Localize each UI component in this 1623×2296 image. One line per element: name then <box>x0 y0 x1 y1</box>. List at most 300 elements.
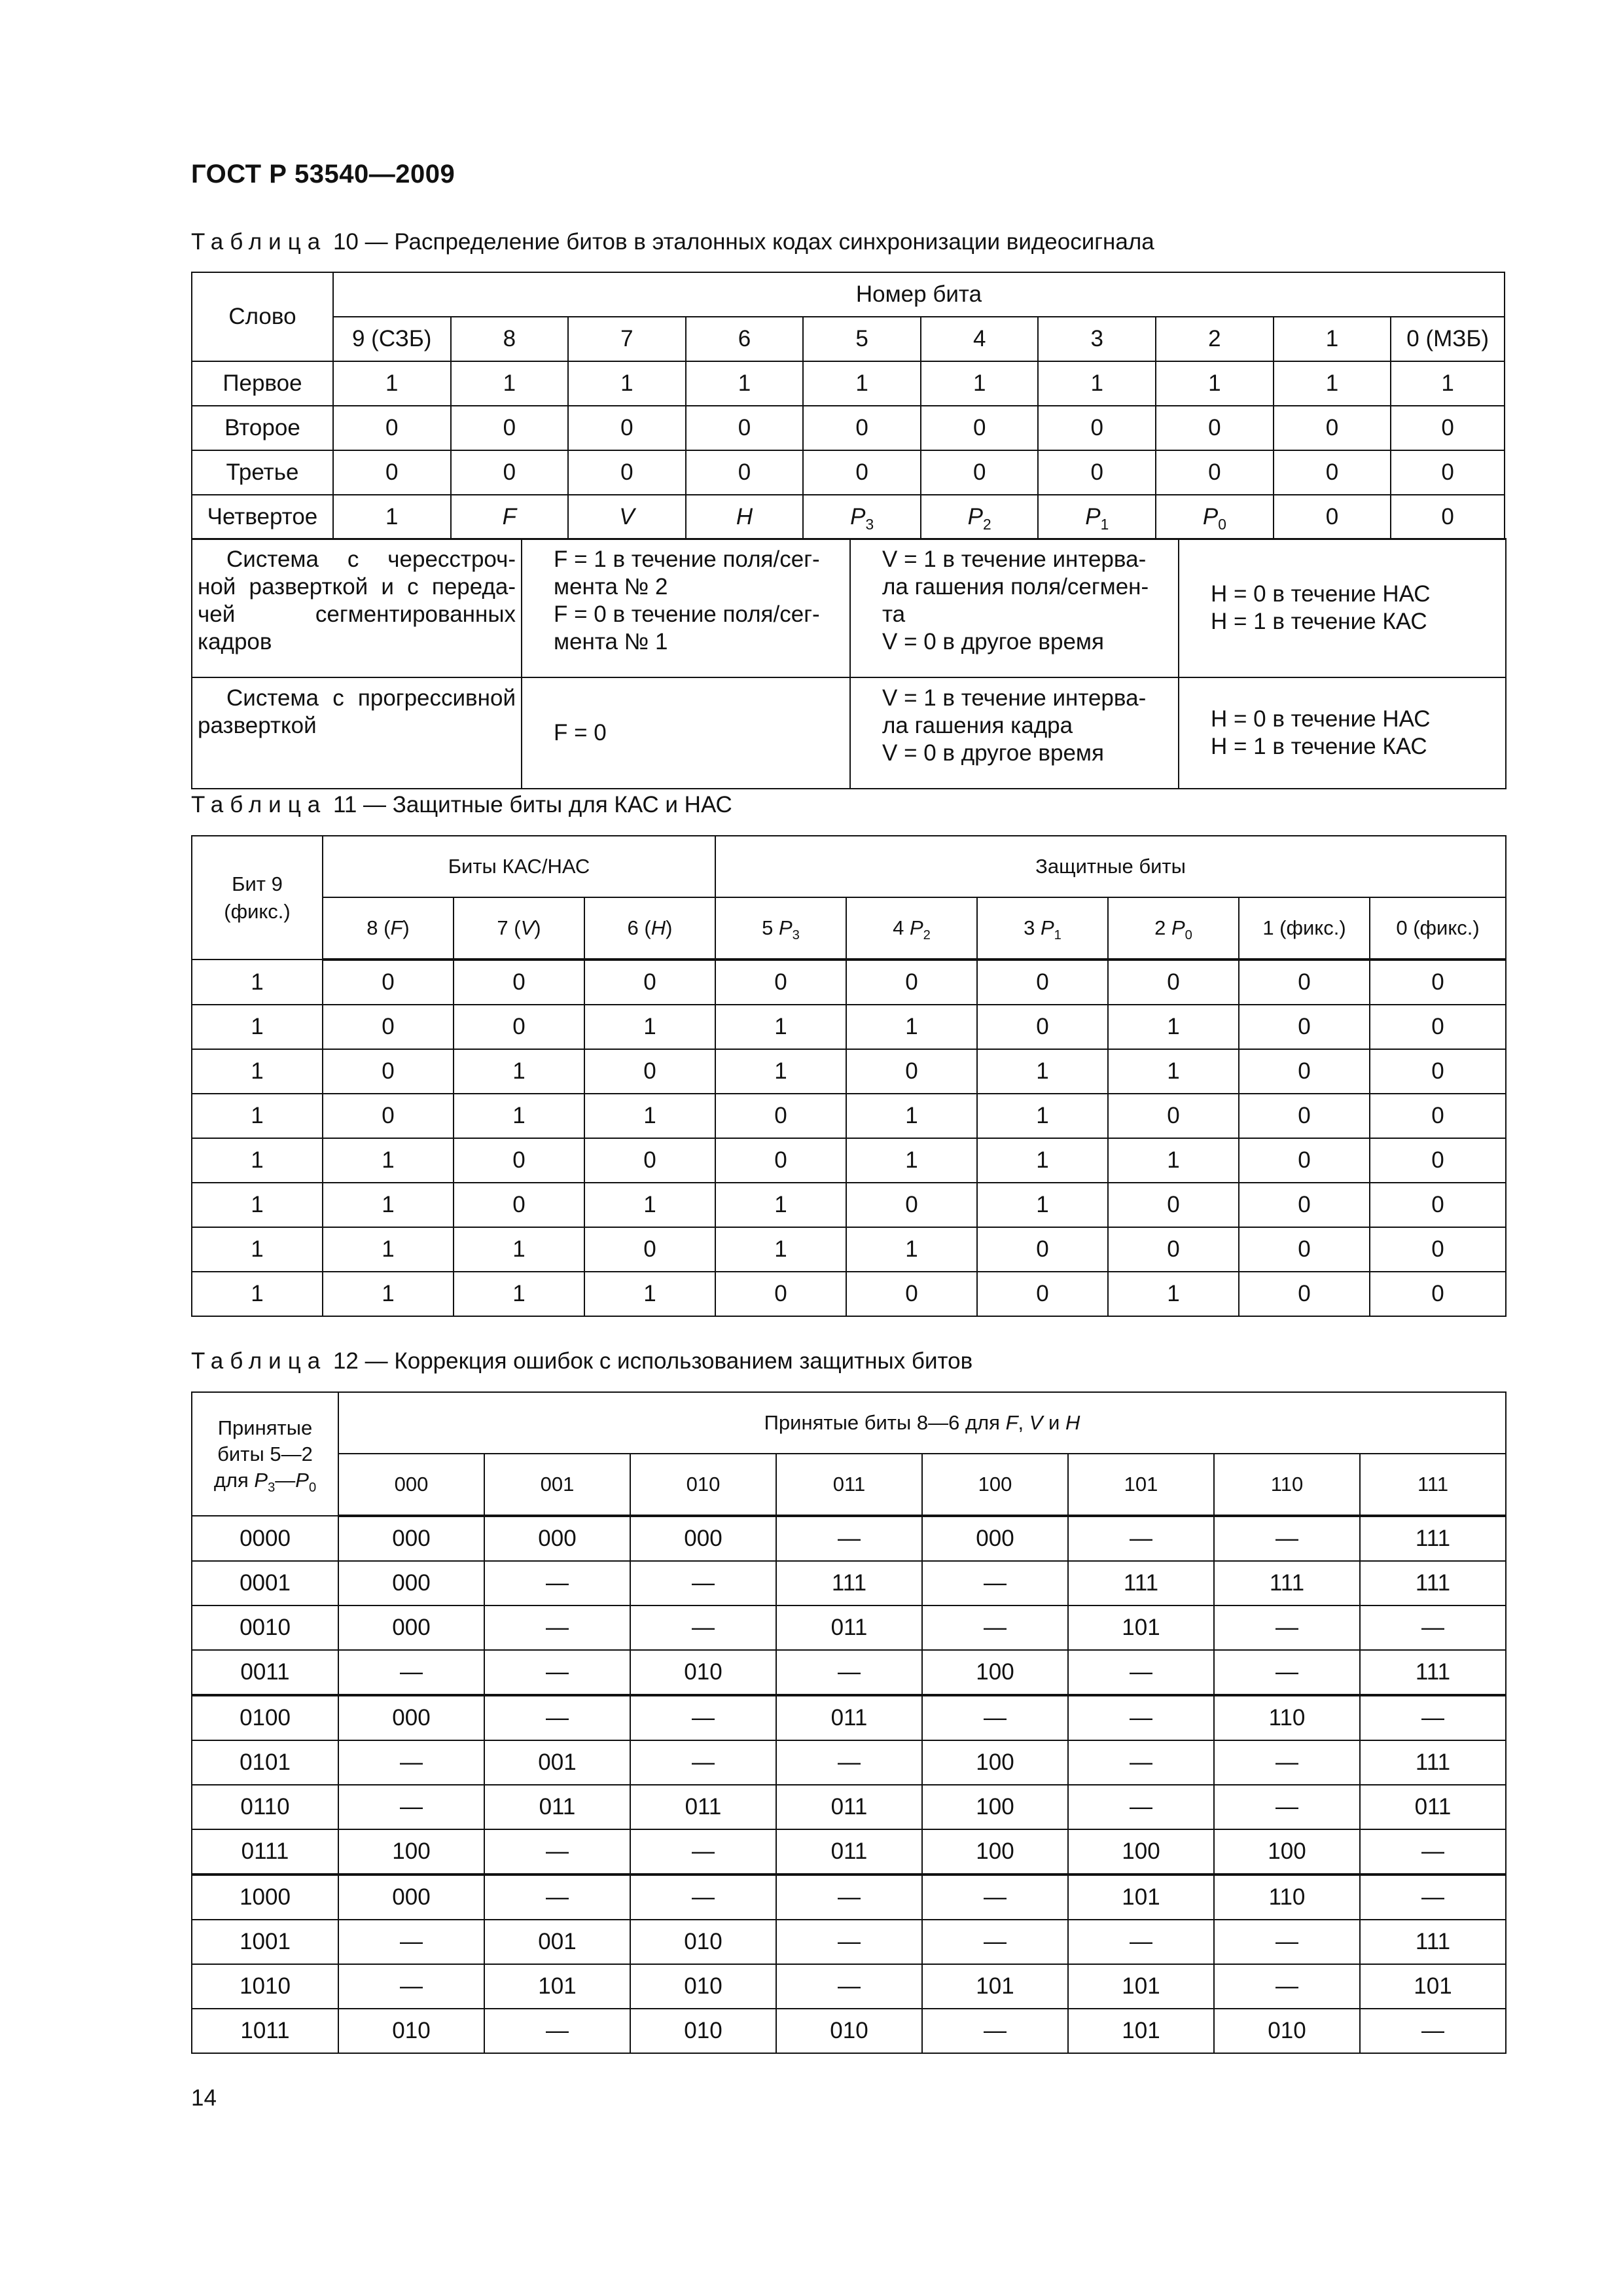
table-cell: 8 <box>451 317 569 361</box>
table-row <box>192 1964 1506 2009</box>
table-cell: 010 <box>630 1454 776 1516</box>
table-cell: 1 <box>977 1183 1108 1227</box>
table-cell: 011 <box>776 1829 922 1874</box>
table-cell: — <box>1214 1920 1360 1964</box>
table-row <box>192 1005 1506 1049</box>
table-cell: 1 <box>584 1183 715 1227</box>
table-row-label: 0110 <box>192 1785 338 1829</box>
table-cell: 5 <box>803 317 921 361</box>
table12-left-header: Принятые биты 5—2 для $P_3—P_0$ <box>192 1392 338 1516</box>
table-cell: — <box>1214 1785 1360 1829</box>
table-row <box>192 1920 1506 1964</box>
table10-bit-columns-row <box>192 317 1505 361</box>
table-cell: 0 <box>803 406 921 450</box>
table-cell: 8 (F) <box>323 897 454 960</box>
table-cell: 0 <box>1108 1094 1239 1138</box>
table-cell: 0 <box>1239 960 1370 1005</box>
table-cell: — <box>922 1920 1068 1964</box>
table-cell: 0 <box>1239 1049 1370 1094</box>
table10-word-header: Слово <box>192 272 333 361</box>
table11-caption-text: 11 — Защитные биты для КАС и НАС <box>332 792 732 817</box>
table-cell: 1 <box>454 1049 584 1094</box>
table-cell: 1 <box>846 1094 977 1138</box>
table-cell: 0 <box>1391 406 1505 450</box>
table-cell: 101 <box>1360 1964 1506 2009</box>
table12-header-row <box>192 1392 1506 1454</box>
table-cell: — <box>1068 1695 1214 1740</box>
table-cell: — <box>776 1874 922 1920</box>
table-cell: 010 <box>630 1920 776 1964</box>
table-cell: 000 <box>338 1516 484 1561</box>
table-cell: 000 <box>338 1695 484 1740</box>
table-row-label: Второе <box>192 406 333 450</box>
table-cell: 010 <box>630 2009 776 2053</box>
table-cell: 1 <box>715 1049 846 1094</box>
table-cell: 010 <box>630 1650 776 1695</box>
table-cell: — <box>1214 1740 1360 1785</box>
table-cell: V <box>568 495 686 539</box>
table-cell: 0 <box>1370 1227 1506 1272</box>
table-row <box>192 450 1505 495</box>
table-cell: — <box>1360 1874 1506 1920</box>
table-cell: 1 <box>715 1183 846 1227</box>
table-cell: 0 <box>584 1049 715 1094</box>
table-cell: — <box>922 1605 1068 1650</box>
table-cell: 1 <box>1108 1138 1239 1183</box>
table-cell: 4 $P_2$ <box>846 897 977 960</box>
table-cell: 6 (H) <box>584 897 715 960</box>
table-cell: 011 <box>1360 1785 1506 1829</box>
progressive-v-description: V = 1 в течение интерва- ла гашения кадра V = 0 в другое время <box>850 677 1179 789</box>
table-row-label: 1010 <box>192 1964 338 2009</box>
table-cell: 0 <box>921 406 1039 450</box>
table-cell: 0 <box>454 960 584 1005</box>
table-cell: 0 <box>686 450 804 495</box>
table-cell: 1 <box>715 1227 846 1272</box>
table-cell: 0 <box>715 1138 846 1183</box>
table-cell: 3 $P_1$ <box>977 897 1108 960</box>
table-cell: — <box>776 1650 922 1695</box>
table-cell: — <box>484 1561 630 1605</box>
progressive-system-label: Система с прогрессивной разверткой <box>192 677 522 789</box>
table-cell: 0 <box>584 1227 715 1272</box>
table-row <box>192 495 1505 539</box>
table-cell: — <box>1068 1920 1214 1964</box>
table-cell: $P_2$ <box>921 495 1039 539</box>
table-cell: 9 (СЗБ) <box>333 317 451 361</box>
table-cell: 001 <box>484 1454 630 1516</box>
table-cell: — <box>776 1516 922 1561</box>
table-cell: 0 <box>1108 960 1239 1005</box>
table-cell: 100 <box>922 1785 1068 1829</box>
table-row <box>192 1227 1506 1272</box>
table-cell: — <box>338 1964 484 2009</box>
table-cell: 0 <box>333 450 451 495</box>
table-cell: 0 <box>323 960 454 1005</box>
table-cell: 111 <box>776 1561 922 1605</box>
table-row <box>192 1094 1506 1138</box>
table-row <box>192 1829 1506 1874</box>
table-cell: 1 <box>192 1227 323 1272</box>
table-cell: 1 <box>192 1094 323 1138</box>
table-cell: — <box>1360 1829 1506 1874</box>
table-cell: 0 <box>1156 406 1274 450</box>
table-cell: 1 <box>584 1005 715 1049</box>
table-row-label: 1000 <box>192 1874 338 1920</box>
table-row <box>192 1740 1506 1785</box>
table-cell: 0 <box>1038 450 1156 495</box>
table-cell: 1 <box>584 1094 715 1138</box>
table-cell: 0 <box>1274 406 1391 450</box>
table-cell: 1 <box>1274 361 1391 406</box>
table-row <box>192 1183 1506 1227</box>
table-cell: H <box>686 495 804 539</box>
table-cell: 0 <box>1274 495 1391 539</box>
table-cell: 3 <box>1038 317 1156 361</box>
table-cell: 0 <box>1274 450 1391 495</box>
table11-header-row <box>192 836 1506 897</box>
table-cell: 111 <box>1360 1650 1506 1695</box>
table-row <box>192 1049 1506 1094</box>
table-cell: 0 <box>1038 406 1156 450</box>
table-cell: 1 <box>977 1049 1108 1094</box>
table-cell: 111 <box>1068 1561 1214 1605</box>
table-cell: 1 <box>454 1227 584 1272</box>
table-row <box>192 361 1505 406</box>
table-cell: 1 <box>977 1094 1108 1138</box>
table-cell: 1 <box>454 1094 584 1138</box>
table-cell: 100 <box>922 1454 1068 1516</box>
table10-header-row <box>192 272 1505 317</box>
table-cell: 0 <box>1239 1138 1370 1183</box>
table-row-label: Первое <box>192 361 333 406</box>
table-cell: $P_3$ <box>803 495 921 539</box>
table-cell: — <box>776 1740 922 1785</box>
table-cell: — <box>338 1740 484 1785</box>
table-cell: — <box>484 1829 630 1874</box>
table10-caption-text: 10 — Распределение битов в эталонных кодах синхронизации видеосигнала <box>332 229 1154 255</box>
table-row-label: Третье <box>192 450 333 495</box>
table11-caption <box>191 792 732 818</box>
table-cell: 1 <box>568 361 686 406</box>
table-cell: 0 <box>1239 1094 1370 1138</box>
table-cell: 110 <box>1214 1695 1360 1740</box>
table10 <box>191 272 1505 540</box>
table-cell: 0 <box>846 1049 977 1094</box>
table-cell: — <box>484 1650 630 1695</box>
table-cell: F <box>451 495 569 539</box>
table-row-label: 0001 <box>192 1561 338 1605</box>
table-cell: 101 <box>922 1964 1068 2009</box>
table-cell: — <box>1214 1964 1360 2009</box>
table-cell: 1 <box>846 1138 977 1183</box>
table-cell: 1 <box>977 1138 1108 1183</box>
table-cell: 111 <box>1360 1454 1506 1516</box>
table-cell: 101 <box>1068 1605 1214 1650</box>
table-row <box>192 1272 1506 1316</box>
table-cell: 101 <box>484 1964 630 2009</box>
table-cell: 2 <box>1156 317 1274 361</box>
table-cell: 0 <box>1156 450 1274 495</box>
table-cell: — <box>630 1695 776 1740</box>
table-cell: 1 <box>846 1005 977 1049</box>
table12 <box>191 1391 1507 2054</box>
table-cell: — <box>630 1561 776 1605</box>
table-cell: 0 <box>977 1005 1108 1049</box>
table-cell: 101 <box>1068 1454 1214 1516</box>
table-cell: 1 <box>846 1227 977 1272</box>
table-cell: — <box>1068 1785 1214 1829</box>
table-cell: 1 <box>584 1272 715 1316</box>
table-row-label: Четвертое <box>192 495 333 539</box>
table-cell: 0 <box>1391 495 1505 539</box>
table-cell: 0 <box>454 1005 584 1049</box>
table-row-label: 0011 <box>192 1650 338 1695</box>
table-cell: 0 <box>1108 1183 1239 1227</box>
table-cell: — <box>1214 1605 1360 1650</box>
table-cell: — <box>922 1695 1068 1740</box>
table-cell: 1 <box>803 361 921 406</box>
interlaced-f-description: F = 1 в течение поля/сег- мента № 2 F = 0 в течение поля/сег- мента № 1 <box>522 539 850 677</box>
table12-caption-text: 12 — Коррекция ошибок с использованием защитных битов <box>332 1348 973 1374</box>
table-row <box>192 1650 1506 1695</box>
table-cell: 000 <box>338 1561 484 1605</box>
table-cell: 2 $P_0$ <box>1108 897 1239 960</box>
table-cell: — <box>1068 1650 1214 1695</box>
table-cell: 1 <box>192 1272 323 1316</box>
table-cell: 1 <box>192 1183 323 1227</box>
table-cell: — <box>338 1920 484 1964</box>
table-cell: 011 <box>484 1785 630 1829</box>
table-cell: 000 <box>338 1605 484 1650</box>
table-row <box>192 2009 1506 2053</box>
table-cell: 1 <box>323 1227 454 1272</box>
table11-kac-header: Биты КАС/НАС <box>323 836 715 897</box>
table-cell: 0 <box>1370 1138 1506 1183</box>
table-cell: 110 <box>1214 1454 1360 1516</box>
table-cell: — <box>630 1605 776 1650</box>
table-cell: — <box>1068 1516 1214 1561</box>
table-cell: 100 <box>1068 1829 1214 1874</box>
table-cell: — <box>1360 1695 1506 1740</box>
table-cell: 0 <box>1370 960 1506 1005</box>
table-cell: 111 <box>1360 1920 1506 1964</box>
table-cell: 1 <box>192 1138 323 1183</box>
table-cell: 0 <box>803 450 921 495</box>
table10-systems <box>191 538 1507 789</box>
table-cell: 111 <box>1360 1561 1506 1605</box>
table-cell: 0 <box>323 1005 454 1049</box>
table-cell: — <box>338 1650 484 1695</box>
table-cell: 0 <box>1239 1227 1370 1272</box>
table-cell: — <box>1214 1650 1360 1695</box>
table-cell: 0 <box>1370 1183 1506 1227</box>
table-row <box>192 1561 1506 1605</box>
table-cell: 0 <box>715 1094 846 1138</box>
table-cell: 1 <box>454 1272 584 1316</box>
table-cell: 100 <box>1214 1829 1360 1874</box>
interlaced-h-description: H = 0 в течение НАС H = 1 в течение КАС <box>1179 539 1506 677</box>
interlaced-system-label: Система с чересстроч- ной разверткой и с переда- чей сегментированных кадров <box>192 539 522 677</box>
table-cell: 011 <box>776 1605 922 1650</box>
table11-caption-word: Таблица <box>191 792 327 817</box>
progressive-f-description: F = 0 <box>522 677 850 789</box>
table-cell: — <box>630 1874 776 1920</box>
table-cell: 111 <box>1214 1561 1360 1605</box>
table-cell: — <box>922 1561 1068 1605</box>
table-cell: — <box>922 1874 1068 1920</box>
table-cell: 1 <box>323 1138 454 1183</box>
table-cell: 011 <box>776 1695 922 1740</box>
table-cell: 111 <box>1360 1516 1506 1561</box>
table-cell: $P_1$ <box>1038 495 1156 539</box>
table-cell: 0 <box>323 1049 454 1094</box>
table10-bit-number-header: Номер бита <box>333 272 1505 317</box>
table-cell: 0 <box>451 406 569 450</box>
table-cell: 000 <box>922 1516 1068 1561</box>
table12-body <box>192 1516 1506 2053</box>
table-cell: 0 <box>454 1138 584 1183</box>
table-cell: 1 <box>192 960 323 1005</box>
table-cell: — <box>338 1785 484 1829</box>
table-cell: 000 <box>338 1874 484 1920</box>
table-cell: 1 <box>333 361 451 406</box>
table-cell: 0 <box>333 406 451 450</box>
table12-caption-word: Таблица <box>191 1348 327 1374</box>
table-cell: 1 (фикс.) <box>1239 897 1370 960</box>
table-cell: 0 <box>1108 1227 1239 1272</box>
table-cell: 0 <box>846 1183 977 1227</box>
table-row <box>192 1516 1506 1561</box>
table-cell: 011 <box>776 1454 922 1516</box>
interlaced-v-description: V = 1 в течение интерва- ла гашения поля/сегмен- та V = 0 в другое время <box>850 539 1179 677</box>
table-cell: 100 <box>922 1650 1068 1695</box>
table-row <box>192 1785 1506 1829</box>
table-cell: 1 <box>1391 361 1505 406</box>
table-cell: 1 <box>686 361 804 406</box>
table-cell: 111 <box>1360 1740 1506 1785</box>
table-cell: 1 <box>1108 1049 1239 1094</box>
table-cell: — <box>484 1874 630 1920</box>
table-row-label: 1001 <box>192 1920 338 1964</box>
table11-bit9-header: Бит 9 (фикс.) <box>192 836 323 960</box>
table-cell: — <box>484 1605 630 1650</box>
table-cell: 0 <box>454 1183 584 1227</box>
table-cell: 0 <box>584 1138 715 1183</box>
table-cell: 1 <box>323 1272 454 1316</box>
table-cell: 001 <box>484 1920 630 1964</box>
table-cell: 001 <box>484 1740 630 1785</box>
table-cell: 1 <box>192 1049 323 1094</box>
table-cell: 0 (фикс.) <box>1370 897 1506 960</box>
table-cell: 101 <box>1068 1874 1214 1920</box>
table-cell: 0 <box>584 960 715 1005</box>
table-cell: — <box>484 1695 630 1740</box>
table-cell: — <box>1360 2009 1506 2053</box>
table-cell: 0 <box>568 450 686 495</box>
table-cell: 0 <box>1239 1005 1370 1049</box>
table-row <box>192 960 1506 1005</box>
table-cell: 0 <box>921 450 1039 495</box>
table-cell: — <box>630 1740 776 1785</box>
progressive-h-description: H = 0 в течение НАС H = 1 в течение КАС <box>1179 677 1506 789</box>
page-number: 14 <box>191 2085 217 2111</box>
table-cell: — <box>484 2009 630 2053</box>
table-cell: 1 <box>1274 317 1391 361</box>
table-cell: 1 <box>192 1005 323 1049</box>
table-cell: 1 <box>333 495 451 539</box>
table-cell: 7 (V) <box>454 897 584 960</box>
table-cell: 0 <box>686 406 804 450</box>
table-row-label: 0000 <box>192 1516 338 1561</box>
table-cell: 1 <box>323 1183 454 1227</box>
table-row <box>192 539 1506 677</box>
table-row <box>192 1874 1506 1920</box>
table-cell: 0 <box>715 960 846 1005</box>
table11-subheader-row <box>192 897 1506 960</box>
table-cell: 5 $P_3$ <box>715 897 846 960</box>
table-row-label: 0101 <box>192 1740 338 1785</box>
table-cell: 100 <box>922 1829 1068 1874</box>
table-row-label: 1011 <box>192 2009 338 2053</box>
table-row-label: 0100 <box>192 1695 338 1740</box>
table12-columns-row <box>192 1454 1506 1516</box>
table-row <box>192 1138 1506 1183</box>
table-cell: 1 <box>1108 1005 1239 1049</box>
table10-caption-word: Таблица <box>191 229 327 255</box>
table11-protect-header: Защитные биты <box>715 836 1506 897</box>
table-cell: 110 <box>1214 1874 1360 1920</box>
table-cell: — <box>630 1829 776 1874</box>
table-cell: 100 <box>922 1740 1068 1785</box>
table-cell: 010 <box>630 1964 776 2009</box>
table12-caption <box>191 1348 972 1374</box>
table-cell: 011 <box>776 1785 922 1829</box>
table-cell: — <box>776 1920 922 1964</box>
table-cell: 100 <box>338 1829 484 1874</box>
table-cell: 0 <box>977 1227 1108 1272</box>
table-cell: 101 <box>1068 2009 1214 2053</box>
table-cell: 0 <box>846 1272 977 1316</box>
table-cell: 010 <box>338 2009 484 2053</box>
table-cell: 0 <box>977 1272 1108 1316</box>
table-cell: $P_0$ <box>1156 495 1274 539</box>
table10-caption <box>191 229 1154 255</box>
table-cell: 1 <box>1038 361 1156 406</box>
table-cell: 000 <box>630 1516 776 1561</box>
table-cell: — <box>1360 1605 1506 1650</box>
table-cell: 0 <box>977 960 1108 1005</box>
table-cell: 0 <box>1370 1005 1506 1049</box>
table-cell: 0 <box>846 960 977 1005</box>
table-cell: 4 <box>921 317 1039 361</box>
table-cell: 011 <box>630 1785 776 1829</box>
table-row <box>192 1605 1506 1650</box>
table-cell: 1 <box>715 1005 846 1049</box>
table-row <box>192 1695 1506 1740</box>
table-cell: 0 <box>1370 1272 1506 1316</box>
table-cell: 0 (МЗБ) <box>1391 317 1505 361</box>
table-cell: 1 <box>921 361 1039 406</box>
table-cell: 6 <box>686 317 804 361</box>
table-cell: 1 <box>451 361 569 406</box>
table-cell: — <box>922 2009 1068 2053</box>
table-row <box>192 406 1505 450</box>
table-cell: 0 <box>1239 1183 1370 1227</box>
table-cell: 0 <box>715 1272 846 1316</box>
table-cell: 1 <box>1156 361 1274 406</box>
table-cell: 0 <box>568 406 686 450</box>
